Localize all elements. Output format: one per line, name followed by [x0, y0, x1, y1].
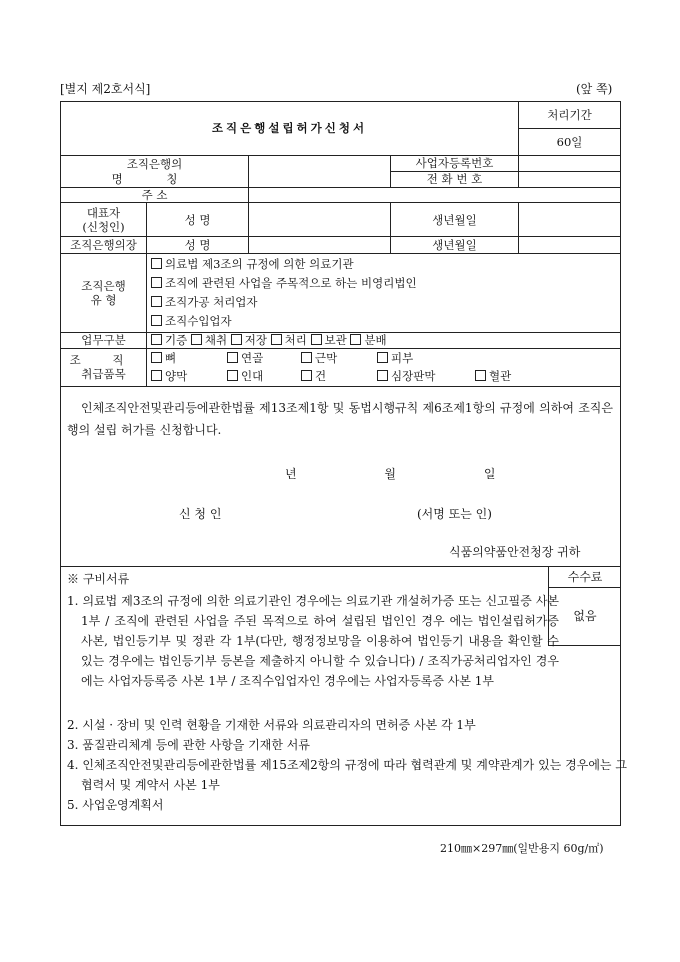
tissue-items-label: [61, 348, 147, 386]
statement-section: [61, 386, 621, 566]
document-item-5: 5. 사업운영계획서: [67, 797, 164, 812]
biz-reg-no-input[interactable]: [519, 156, 621, 172]
duty-option-label: 저장: [244, 333, 267, 348]
rep-birth-label: 생년월일: [391, 203, 519, 237]
document-item-4: 4. 인체조직안전및관리등에관한법률 제15조제2항의 규정에 따라 협력관계 및 계약관계가 있는 경우에는 그 협력서 및 계약서 사본 1부: [67, 757, 627, 792]
duty-option-label: 채취: [204, 333, 228, 348]
duty-label: 업무구분: [61, 333, 147, 348]
biz-reg-no-label: 사업자등록번호: [391, 156, 519, 172]
signature-label[interactable]: (서명 또는 인): [417, 506, 492, 521]
date-line: [285, 467, 495, 482]
documents-area: [61, 567, 627, 825]
tissue-option[interactable]: [377, 367, 435, 385]
rep-name-label: 성 명: [147, 203, 249, 237]
checkbox[interactable]: [271, 334, 282, 345]
duty-option-label: 보관: [324, 333, 347, 348]
tissue-items-label-line1: 조 직: [69, 352, 138, 367]
address-input[interactable]: [249, 188, 621, 203]
tissue-option[interactable]: [151, 349, 176, 367]
bank-type-option[interactable]: [151, 255, 616, 274]
tissue-option[interactable]: [301, 367, 326, 385]
bank-type-option-label: 조직수입업자: [165, 314, 232, 329]
application-form: [60, 101, 627, 826]
tissue-option-label: 양막: [165, 369, 188, 384]
statement-text: 인체조직안전및관리등에관한법률 제13조제1항 및 동법시행규칙 제6조제1항의 규정에 의하여 조직은행의 설립 허가를 신청합니다.: [67, 400, 613, 437]
tissue-option[interactable]: [301, 349, 337, 367]
head-birth-input[interactable]: [519, 237, 621, 254]
tissue-option[interactable]: [475, 367, 511, 385]
processing-period-label: 처리기간: [519, 102, 621, 129]
bank-name-label-line2: 명 칭: [111, 171, 198, 186]
bank-type-options: [147, 254, 621, 333]
duty-option-label: 기증: [165, 333, 188, 348]
fee-value: 없음: [548, 587, 621, 646]
month-label: 월: [384, 466, 397, 481]
tissue-option-label: 건: [315, 369, 327, 384]
tissue-options: [147, 348, 621, 386]
page-side-label: (앞 쪽): [576, 82, 613, 96]
document-item-3: 3. 품질관리체계 등에 관한 사항을 기재한 서류: [67, 737, 310, 752]
duty-option[interactable]: [271, 333, 307, 347]
bank-type-option[interactable]: [151, 312, 616, 331]
rep-birth-input[interactable]: [519, 203, 621, 237]
duty-option[interactable]: [311, 333, 347, 347]
rep-name-input[interactable]: [249, 203, 391, 237]
address-label: 주 소: [61, 188, 249, 203]
tissue-option[interactable]: [151, 367, 187, 385]
duty-option[interactable]: [151, 333, 187, 347]
checkbox[interactable]: [377, 370, 388, 381]
tissue-option-label: 혈관: [489, 369, 512, 384]
head-birth-label: 생년월일: [391, 237, 519, 254]
checkbox[interactable]: [227, 352, 238, 363]
form-table-main: [60, 101, 627, 826]
recipient-label: 식품의약품안전청장 귀하: [449, 544, 581, 559]
applicant-label: 신 청 인: [179, 506, 222, 521]
checkbox[interactable]: [231, 334, 242, 345]
checkbox[interactable]: [151, 315, 162, 326]
duty-option-label: 분배: [364, 333, 387, 348]
tissue-options-row1: [151, 349, 616, 367]
checkbox[interactable]: [377, 352, 388, 363]
checkbox[interactable]: [151, 352, 162, 363]
head-name-input[interactable]: [249, 237, 391, 254]
checkbox[interactable]: [151, 370, 162, 381]
fee-label: 수수료: [548, 567, 621, 588]
bank-type-label-line1: 조직은행: [81, 279, 126, 293]
document-item-1: 1. 의료법 제3조의 규정에 의한 의료기관인 경우에는 의료기관 개설허가증 또는 신고필증 사본 1부 / 조직에 관련된 사업을 주된 목적으로 하여 설립된 법인인 경우 에는 법인설립허가증 사본, 법인등기부 및 정관 각 1부(다만, 행정정보망을 이용하여 법인등기 내용을 확인할 수 있는 경우에는 법인등기부 등본을 제출하지 아니할 수 있습니다) / 조직가공처리업자인 경우에는 사업자등록증 사본 1부 / 조직수입업자인 경우에는 사업자등록증 사본 1부: [67, 593, 559, 688]
tissue-option-label: 심장판막: [391, 369, 436, 384]
form-number-label: [별지 제2호서식]: [60, 82, 151, 96]
document-item-2: 2. 시설 · 장비 및 인력 현황을 기재한 서류와 의료관리자의 면허증 사본 각 1부: [67, 717, 476, 732]
checkbox[interactable]: [151, 258, 162, 269]
checkbox[interactable]: [301, 370, 312, 381]
bank-type-option-label: 조직에 관련된 사업을 주목적으로 하는 비영리법인: [165, 276, 417, 291]
duty-option[interactable]: [350, 333, 386, 347]
head-name-label: 성 명: [147, 237, 249, 254]
tissue-items-label-line2: 취급품목: [81, 367, 126, 382]
bank-type-option-label: 의료법 제3조의 규정에 의한 의료기관: [165, 257, 354, 272]
checkbox[interactable]: [227, 370, 238, 381]
bank-name-label: [61, 156, 249, 188]
tissue-option[interactable]: [377, 349, 413, 367]
checkbox[interactable]: [311, 334, 322, 345]
tissue-option-label: 피부: [391, 351, 414, 366]
phone-label: 전 화 번 호: [391, 172, 519, 188]
bank-name-input[interactable]: [249, 156, 391, 188]
day-label: 일: [483, 466, 496, 481]
bank-type-option[interactable]: [151, 274, 616, 293]
tissue-option[interactable]: [227, 367, 263, 385]
tissue-option-label: 연골: [241, 351, 264, 366]
tissue-options-row2: [151, 367, 616, 385]
duty-option-label: 처리: [284, 333, 307, 348]
phone-input[interactable]: [519, 172, 621, 188]
bank-head-label: 조직은행의장: [61, 237, 147, 254]
representative-label-line2: (신청인): [82, 219, 125, 234]
checkbox[interactable]: [350, 334, 361, 345]
duty-option[interactable]: [231, 333, 267, 347]
representative-label: [61, 203, 147, 237]
checkbox[interactable]: [151, 296, 162, 307]
bank-type-option[interactable]: [151, 293, 616, 312]
year-label: 년: [285, 466, 297, 481]
checkbox[interactable]: [191, 334, 202, 345]
tissue-option-label: 뼈: [165, 351, 177, 366]
checkbox[interactable]: [151, 277, 162, 288]
processing-period-value: 60일: [519, 129, 621, 156]
checkbox[interactable]: [301, 352, 312, 363]
documents-heading: ※ 구비서류: [67, 571, 130, 586]
documents-section: [61, 566, 627, 825]
bank-type-label-line2: 유 형: [90, 293, 117, 308]
representative-label-line1: 대표자: [86, 205, 121, 220]
statement-area: [61, 387, 620, 566]
bank-name-label-line1: 조직은행의: [126, 157, 183, 172]
form-title: 조직은행설립허가신청서: [61, 102, 519, 156]
bank-type-label: [61, 254, 147, 333]
duty-option[interactable]: [191, 333, 227, 347]
checkbox[interactable]: [151, 334, 162, 345]
bank-type-option-label: 조직가공 처리업자: [165, 295, 258, 310]
paper-size-note: 210㎜×297㎜(일반용지 60g/㎡): [440, 842, 604, 855]
checkbox[interactable]: [475, 370, 486, 381]
tissue-option[interactable]: [227, 349, 263, 367]
tissue-option-label: 근막: [315, 351, 338, 366]
duty-options: [147, 333, 621, 348]
tissue-option-label: 인대: [241, 369, 264, 384]
